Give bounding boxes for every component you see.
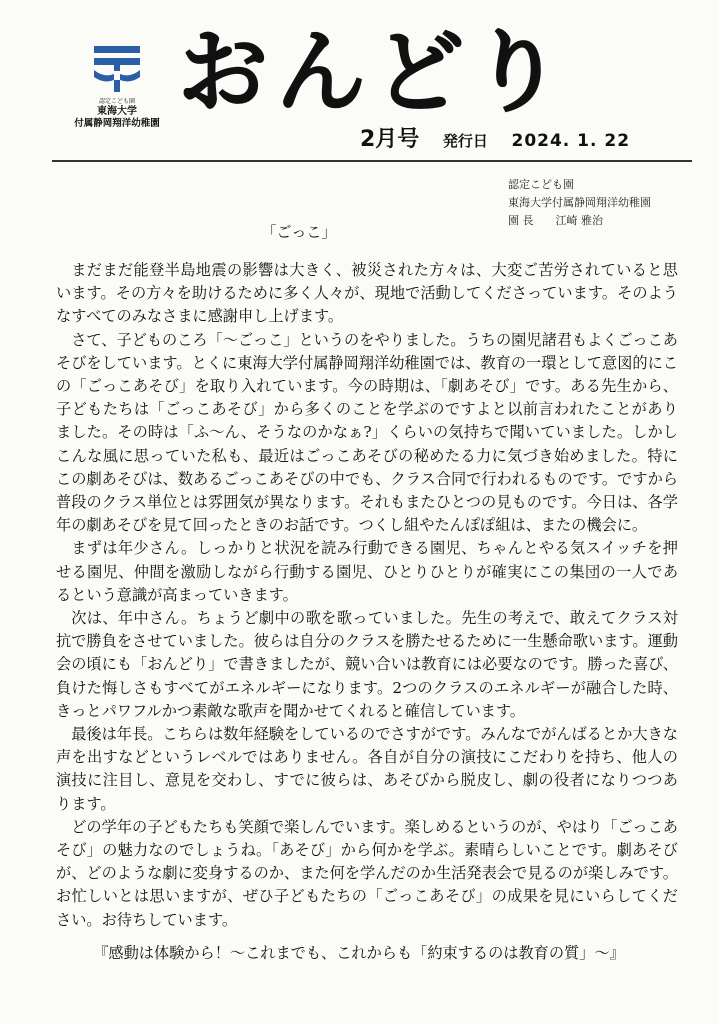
issue-month: 2月号 [360,127,420,152]
article-heading-row [0,221,718,242]
article-paragraph: 次は、年中さん。ちょうど劇中の歌を歌っていました。先生の考えで、敢えてクラス対抗で勝負をさせていました。彼らは自分のクラスを勝たせるために一生懸命歌います。運動会の頃にも「おんどり」で書きましたが、競い合いは教育には必要なのです。勝った喜び、負けた悔しさもすべてがエネルギーになります。2つのクラスのエネルギーが融合した時、きっとパワフルかつ素敵な歌声を聞かせてくれると確信しています。 [56,609,678,720]
logo-org-text: 東海大学 [97,106,137,117]
issue-line [360,122,630,153]
header-divider [52,160,692,162]
tokai-university-logo-icon [90,44,144,94]
signature-line1: 認定こども園 [508,178,574,191]
logo-kindergarten-text: 付属静岡翔洋幼稚園 [74,118,160,129]
logo-small-text: 認定こども園 [98,98,135,105]
footer-motto: 『感動は体験から！～これまでも、これからも「約束するのは教育の質」～』 [93,944,625,962]
newsletter-title: おんどり [178,20,570,125]
article-heading: 「ごっこ」 [261,223,337,241]
article-body [56,259,678,932]
article-paragraph: 最後は年長。こちらは数年経験をしているのでさすがです。みんなでがんばるとか大きな声を出すなどというレベルではありません。各自が自分の演技にこだわりを持ち、他人の演技に注目し、意見を交わし、すでに彼らは、あそびから脱皮し、劇の役者になりつつあります。 [56,725,678,813]
signature-role: 園 長 [508,214,534,227]
issue-date: 2024. 1. 22 [511,131,631,151]
signature-name: 江崎 雅治 [555,214,603,227]
article-paragraph: まだまだ能登半島地震の影響は大きく、被災された方々は、大変ご苦労されていると思います。その方々を助けるために多く人々が、現地で活動してくださっています。そのようなすべてのみなさまに感謝申し上げます。 [56,261,678,326]
issue-date-label: 発行日 [442,132,488,150]
article-paragraph: どの学年の子どもたちも笑顔で楽しんでいます。楽しめるというのが、やはり「ごっこあそび」の魅力なのでしょうね。「あそび」から何かを学ぶ。素晴らしいことです。劇あそびが、どのような劇に変身するのか、また何を学んだのか生活発表会で見るのが楽しみです。お忙しいとは思いますが、ぜひ子どもたちの「ごっこあそび」の成果を見にいらしてください。お待ちしています。 [56,817,678,929]
signature-line2: 東海大学付属静岡翔洋幼稚園 [508,196,651,209]
article-paragraph: まずは年少さん。しっかりと状況を読み行動できる園児、ちゃんとやる気スイッチを押せる園児、仲間を激励しながら行動する園児、ひとりひとりが確実にこの集団の一人であるという意識が高まっていきます。 [56,539,678,604]
article-paragraph: さて、子どものころ「～ごっこ」というのをやりました。うちの園児諸君もよくごっこあそびをしています。とくに東海大学付属静岡翔洋幼稚園では、教育の一環として意図的にこの「ごっこあそび」を取り入れています。今の時期は、「劇あそび」です。ある先生から、子どもたちは「ごっこあそび」から多くのことを学ぶのですよと以前言われたことがありました。その時は「ふ～ん、そうなのかなぁ?」くらいの気持ちで聞いていました。しかしこんな風に思っていた私も、最近はごっこあそびの秘めたる力に気づき始めました。特にこの劇あそびは、数あるごっこあそびの中でも、クラス合同で行われるものです。ですから普段のクラス単位とは雰囲気が異なります。それもまたひとつの見ものです。今日は、各学年の劇あそびを見て回ったときのお話です。つくし組やたんぽぽ組は、またの機会に。 [56,330,678,535]
school-logo [72,44,162,130]
